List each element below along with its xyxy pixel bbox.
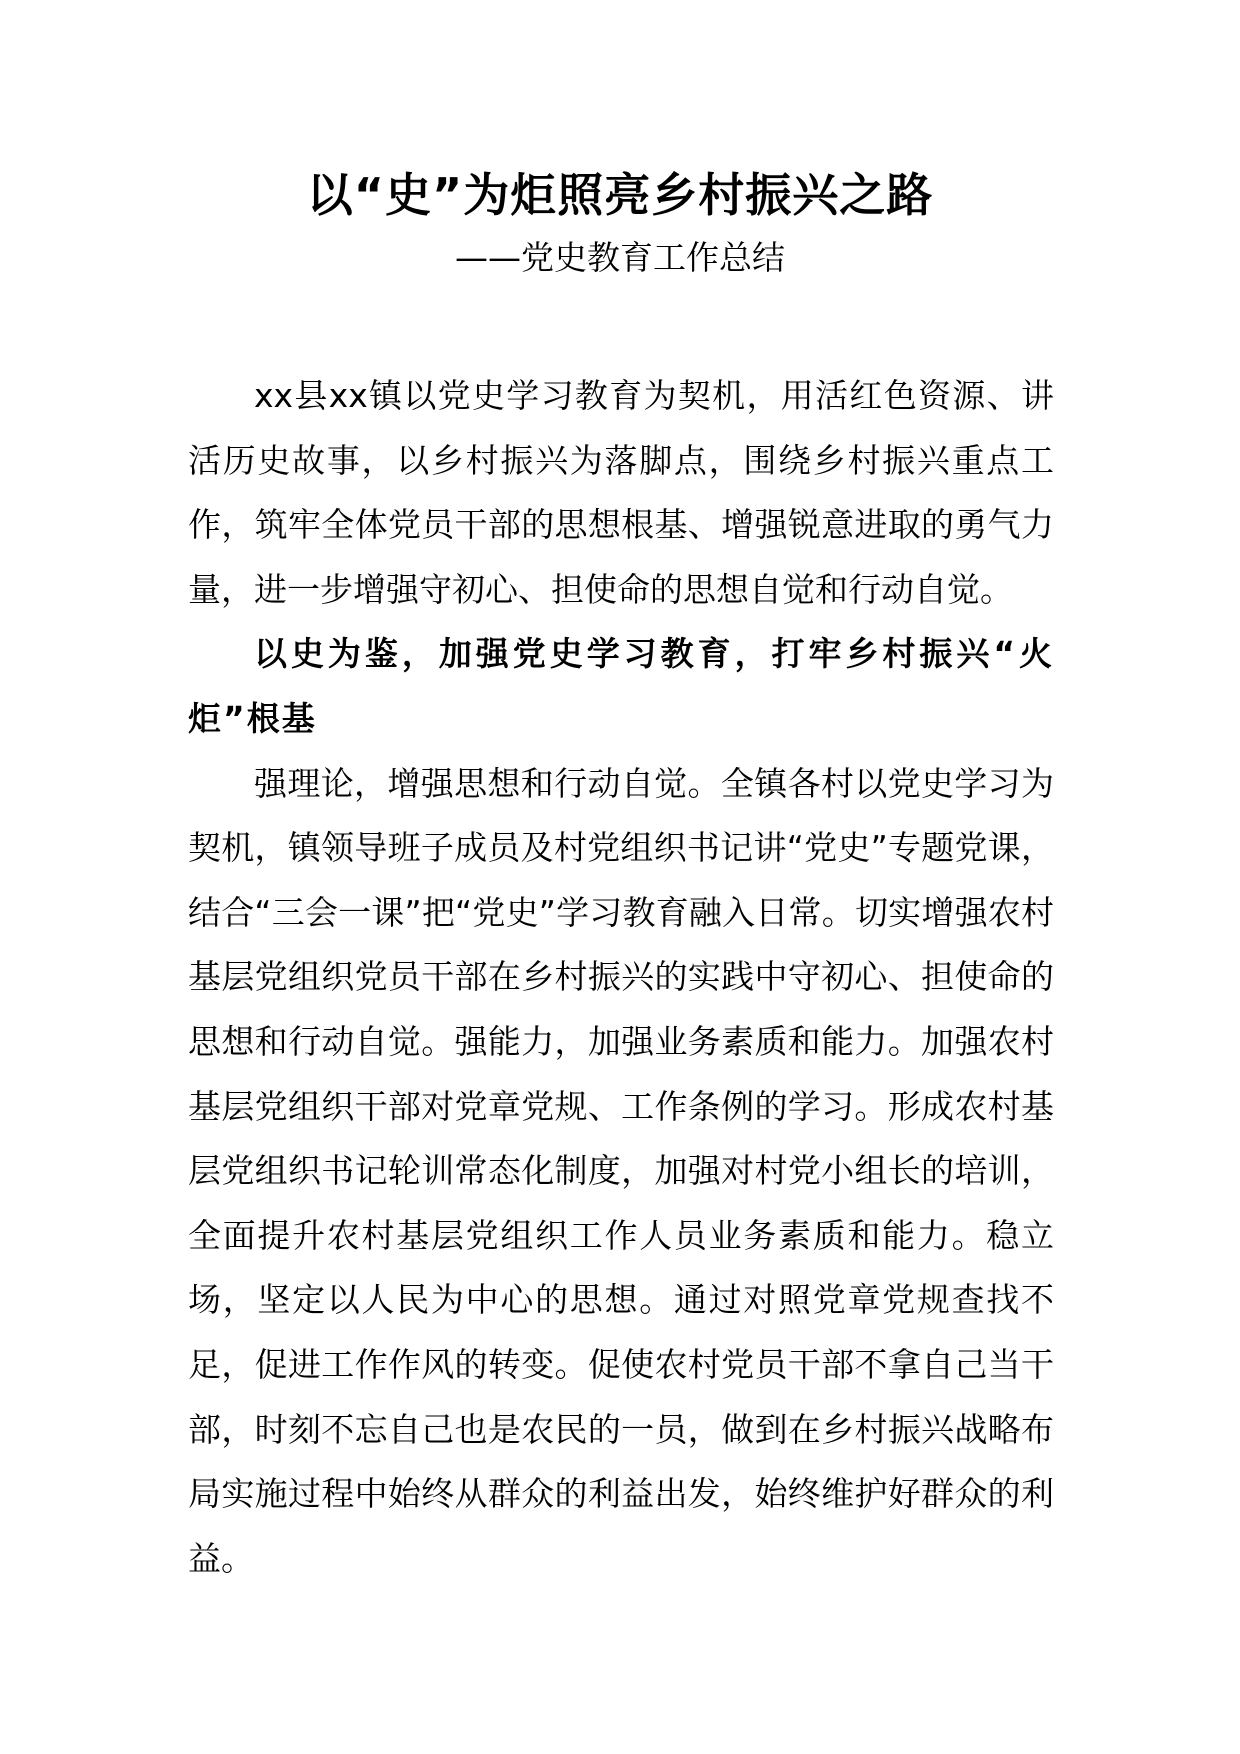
body-paragraph: 强理论，增强思想和行动自觉。全镇各村以党史学习为契机，镇领导班子成员及村党组织书记讲“党史”专题党课，结合“三会一课”把“党史”学习教育融入日常。切实增强农村基层党组织党员干部在乡村振兴的实践中守初心、担使命的思想和行动自觉。强能力，加强业务素质和能力。加强农村基层党组织干部对党章党规、工作条例的学习。形成农村基层党组织书记轮训常态化制度，加强对村党小组长的培训，全面提升农村基层党组织工作人员业务素质和能力。稳立场，坚定以人民为中心的思想。通过对照党章党规查找不足，促进工作作风的转变。促使农村党员干部不拿自己当干部，时刻不忘自己也是农民的一员，做到在乡村振兴战略布局实施过程中始终从群众的利益出发，始终维护好群众的利益。 [188, 763, 1054, 1578]
page-title: 以“史”为炬照亮乡村振兴之路 [306, 168, 934, 222]
section-heading: 以史为鉴，加强党史学习教育，打牢乡村振兴“火炬”根基 [188, 634, 1054, 738]
document-body [188, 364, 1054, 1704]
intro-paragraph: xx县xx镇以党史学习教育为契机，用活红色资源、讲活历史故事，以乡村振兴为落脚点，围绕乡村振兴重点工作，筑牢全体党员干部的思想根基、增强锐意进取的勇气力量，进一步增强守初心、担使命的思想自觉和行动自觉。 [188, 376, 1054, 609]
page-subtitle: ——党史教育工作总结 [455, 238, 785, 277]
